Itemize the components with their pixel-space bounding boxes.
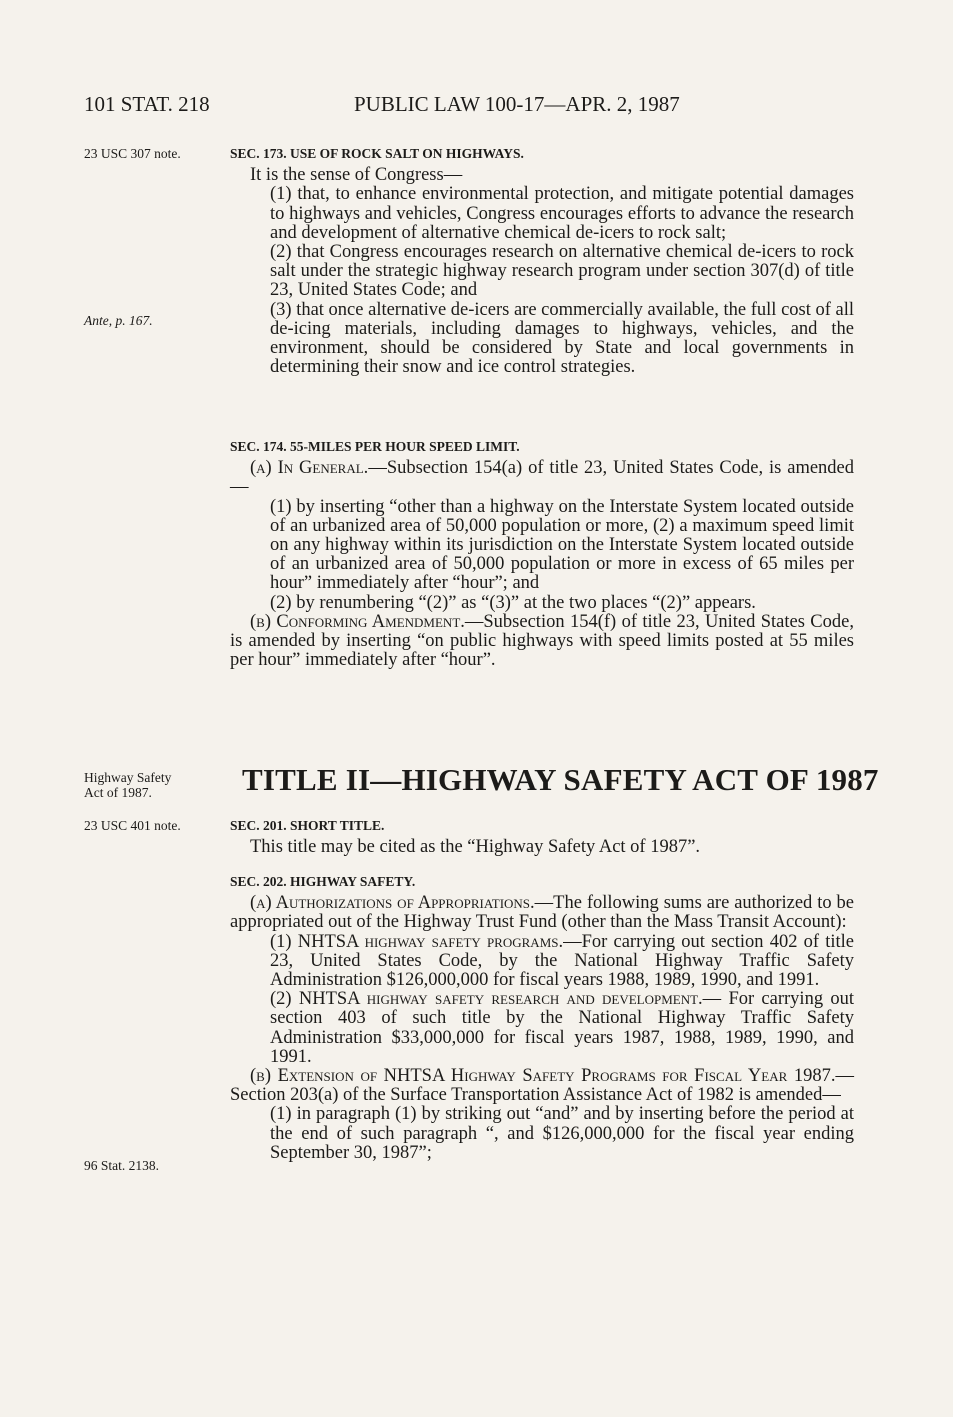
section-174 [230, 437, 854, 670]
paragraph: This title may be cited as the “Highway Safety Act of 1987”. [250, 837, 701, 858]
paragraph [230, 933, 854, 991]
stat-page-reference: 101 STAT. 218 [84, 92, 210, 116]
paragraph: (1) that, to enhance environmental protection, and mitigate potential damages to highways and vehicles, Congress encourages efforts to advance the research and development of alternative chemical de-icers to rock salt; [270, 184, 854, 243]
margin-note-line: Act of 1987. [84, 785, 152, 800]
paragraph: (3) that once alternative de-icers are commercially available, the full cost of all de-icing materials, including damages to highways, vehicles, and the environment, should be considered by State and local governments in determining their snow and ice control strategies. [270, 299, 855, 378]
paragraph: (2) by renumbering “(2)” as “(3)” at the two places “(2)” appears. [270, 592, 756, 613]
public-law-reference: PUBLIC LAW 100-17—APR. 2, 1987 [354, 92, 680, 116]
subsection-label: (b) Conforming Amendment. [250, 611, 465, 632]
paragraph [230, 459, 854, 497]
section-heading: SEC. 202. HIGHWAY SAFETY. [230, 874, 416, 889]
section-201 [230, 816, 854, 857]
subsection-text: —The following sums are authorized to be appropriated out of the Highway Trust Fund (other than the Mass Transit Account): [230, 893, 855, 933]
margin-note-line: Highway Safety [84, 770, 172, 785]
section-173 [230, 144, 854, 377]
section-202 [230, 872, 854, 1163]
title-ii-heading: TITLE II—HIGHWAY SAFETY ACT OF 1987 [242, 762, 879, 797]
margin-note-ante: Ante, p. 167. [84, 313, 153, 328]
subsection-text: —Subsection 154(f) of title 23, United States Code, is amended by inserting “on public highways with speed limits posted at 55 miles per hour” immediately after “hour”. [230, 611, 854, 671]
paragraph: (1) in paragraph (1) by striking out “and” and by inserting before the period at the end of such paragraph “, and $126,000,000 for the fiscal year ending September 30, 1987”; [270, 1104, 854, 1163]
section-heading: SEC. 174. 55-MILES PER HOUR SPEED LIMIT. [230, 439, 520, 454]
paragraph [230, 1067, 854, 1105]
section-heading: SEC. 173. USE OF ROCK SALT ON HIGHWAYS. [230, 146, 524, 161]
subsection-label: (a) In General. [250, 458, 369, 479]
paragraph-label: (1) NHTSA highway safety programs. [270, 931, 564, 952]
subsection-label: (a) Authorizations of Appropriations. [250, 893, 535, 914]
paragraph [230, 990, 854, 1067]
margin-note-96-stat: 96 Stat. 2138. [84, 1158, 160, 1173]
paragraph-text: —For carrying out section 402 of title 23, United States Code, by the National Highway Traffic Safety Administration $126,000,000 for fiscal years 1988, 1989, 1990, and 1991. [270, 931, 854, 991]
margin-note-usc-307: 23 USC 307 note. [84, 146, 181, 161]
section-heading: SEC. 201. SHORT TITLE. [230, 818, 385, 833]
paragraph [230, 894, 854, 932]
margin-note-usc-401: 23 USC 401 note. [84, 818, 181, 833]
margin-note-highway-safety-act [84, 770, 171, 800]
subsection-text: —Subsection 154(a) of title 23, United States Code, is amended— [230, 458, 855, 498]
paragraph [230, 613, 854, 671]
paragraph-label: (2) NHTSA highway safety research and development. [270, 989, 703, 1010]
paragraph: It is the sense of Congress— [250, 165, 463, 186]
paragraph: (1) by inserting “other than a highway on the Interstate System located outside of an urbanized area of 50,000 population or more, (2) a maximum speed limit on any highway within its jurisdiction on the Interstate System located outside of an urbanized area of 50,000 population or more in excess of 65 miles per hour” immediately after “hour”; and [270, 496, 854, 594]
paragraph-text: — For carrying out section 403 of such title by the National Highway Traffic Safety Administration $33,000,000 for fiscal years 1987, 1988, 1989, 1990, and 1991. [270, 989, 854, 1067]
subsection-label: (b) Extension of NHTSA Highway Safety Programs for Fiscal Year 1987. [250, 1066, 836, 1087]
paragraph: (2) that Congress encourages research on alternative chemical de-icers to rock salt under the strategic highway research program under section 307(d) of title 23, United States Code; and [270, 242, 854, 301]
page-header [84, 92, 864, 122]
subsection-text: —Section 203(a) of the Surface Transportation Assistance Act of 1982 is amended— [230, 1066, 854, 1106]
